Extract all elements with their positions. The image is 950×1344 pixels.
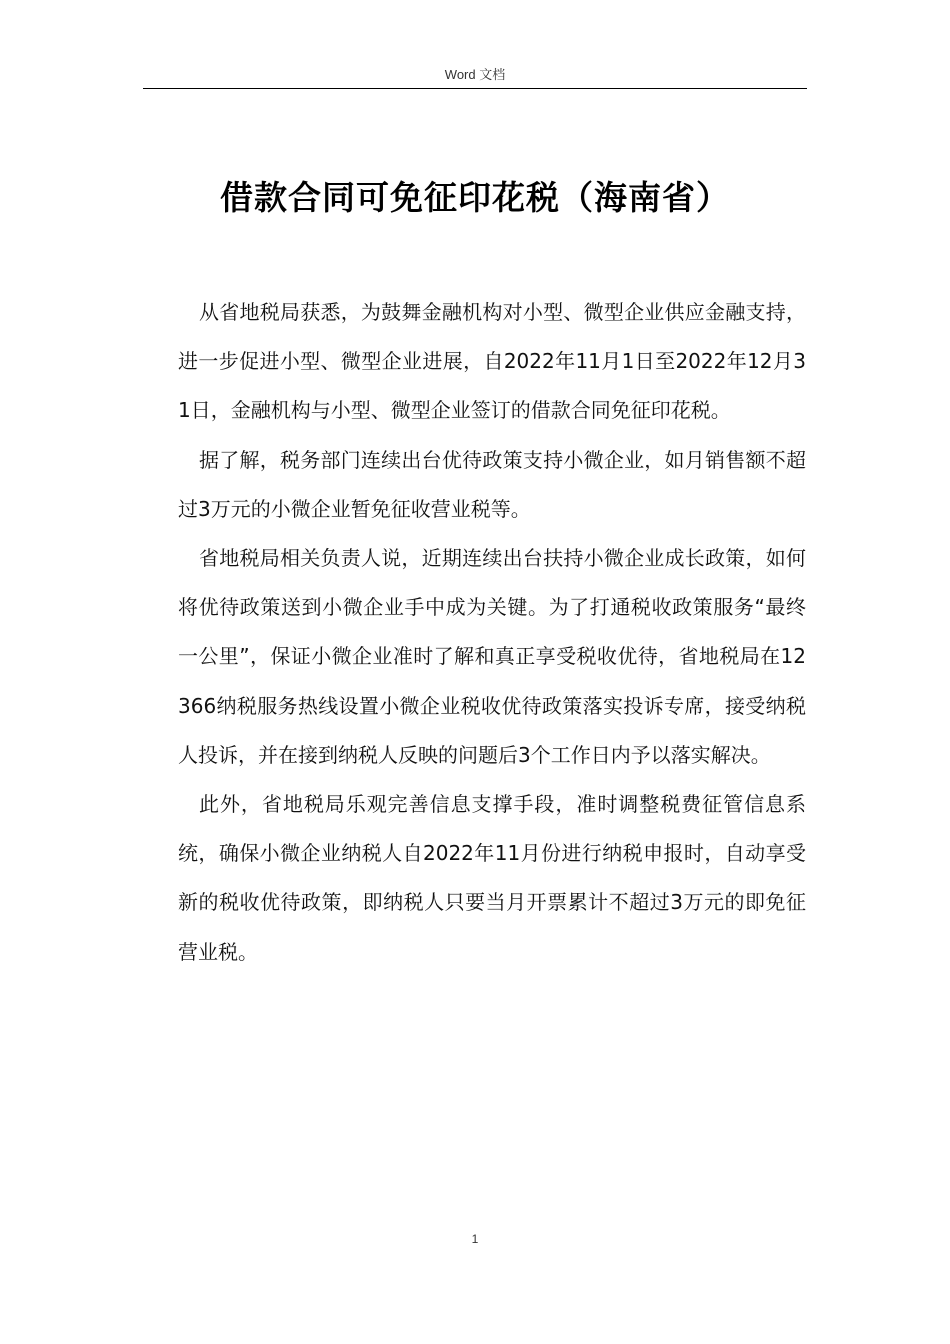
paragraph-1: 从省地税局获悉，为鼓舞金融机构对小型、微型企业供应金融支持，进一步促进小型、微型企业进展，自2022年11月1日至2022年12月31日，金融机构与小型、微型企业签订的借款合同免征印花税。: [178, 300, 806, 423]
paragraph-4: 此外，省地税局乐观完善信息支撑手段，准时调整税费征管信息系统，确保小微企业纳税人自2022年11月份进行纳税申报时，自动享受新的税收优待政策，即纳税人只要当月开票累计不超过3万元的即免征营业税。: [178, 792, 806, 964]
document-body: [178, 288, 806, 977]
paragraph-2: 据了解，税务部门连续出台优待政策支持小微企业，如月销售额不超过3万元的小微企业暂免征收营业税等。: [178, 447, 806, 521]
page-header: Word 文档: [444, 67, 506, 82]
page-number: 1: [471, 1232, 479, 1246]
paragraph-3: 省地税局相关负责人说，近期连续出台扶持小微企业成长政策，如何将优待政策送到小微企业手中成为关键。为了打通税收政策服务“最终一公里”，保证小微企业准时了解和真正享受税收优待，省地税局在12366纳税服务热线设置小微企业税收优待政策落实投诉专席，接受纳税人投诉，并在接到纳税人反映的问题后3个工作日内予以落实解决。: [178, 546, 806, 767]
header-divider: [143, 88, 807, 89]
document-title: 借款合同可免征印花税（海南省）: [220, 178, 730, 218]
